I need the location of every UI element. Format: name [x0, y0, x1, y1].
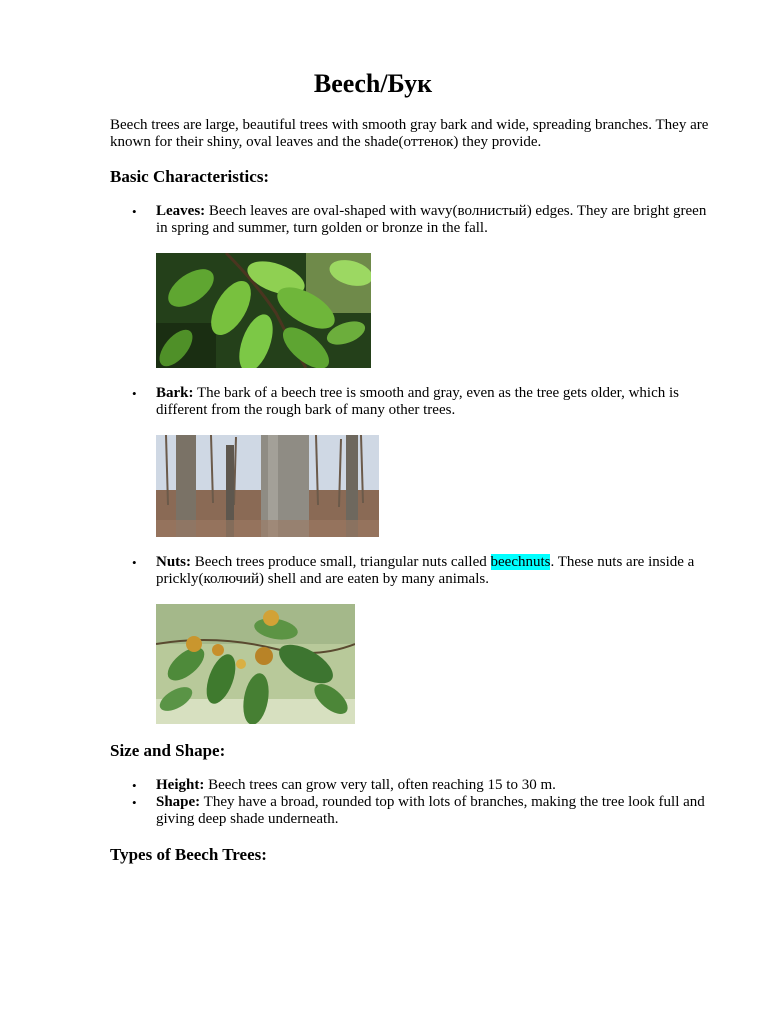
list-item-nuts [132, 554, 716, 588]
term-shape: Shape: [156, 794, 201, 810]
list-item-leaves [132, 203, 716, 237]
heading-size-and-shape: Size and Shape: [110, 741, 226, 760]
term-height: Height: [156, 777, 205, 793]
term-leaves: Leaves: [156, 203, 206, 219]
photo-beech-leaves [156, 253, 371, 368]
text-height: Beech trees can grow very tall, often reaching 15 to 30 m. [204, 777, 556, 793]
bullet-icon: • [132, 778, 137, 793]
term-nuts: Nuts: [156, 554, 192, 570]
list-item-shape [132, 794, 716, 828]
text-nuts-before: Beech trees produce small, triangular nuts called [191, 554, 491, 570]
heading-basic-characteristics: Basic Characteristics: [110, 167, 270, 186]
photo-beechnuts [156, 604, 355, 724]
list-item-height [132, 777, 716, 794]
photo-beech-bark [156, 435, 379, 537]
highlighted-word-beechnuts: beechnuts [490, 554, 551, 570]
intro-paragraph: Beech trees are large, beautiful trees with smooth gray bark and wide, spreading branches. They are known for their shiny, oval leaves and the shade(оттенок) they provide. [110, 117, 709, 150]
page-title: Beech/Бук [313, 69, 433, 98]
list-item-bark [132, 385, 716, 419]
text-shape: They have a broad, rounded top with lots of branches, making the tree look full and giving deep shade underneath. [156, 794, 705, 827]
term-bark: Bark: [156, 385, 194, 401]
bullet-icon: • [132, 555, 137, 570]
text-bark: The bark of a beech tree is smooth and gray, even as the tree gets older, which is different from the rough bark of many other trees. [156, 385, 679, 418]
bullet-icon: • [132, 795, 137, 810]
text-nuts-after: . These nuts are inside a prickly(колючий) shell and are eaten by many animals. [156, 554, 695, 587]
heading-types-of-beech-trees: Types of Beech Trees: [110, 845, 267, 864]
text-leaves: Beech leaves are oval-shaped with wavy(волнистый) edges. They are bright green in spring and summer, turn golden or bronze in the fall. [156, 203, 707, 236]
bullet-icon: • [132, 386, 137, 401]
bullet-icon: • [132, 204, 137, 219]
